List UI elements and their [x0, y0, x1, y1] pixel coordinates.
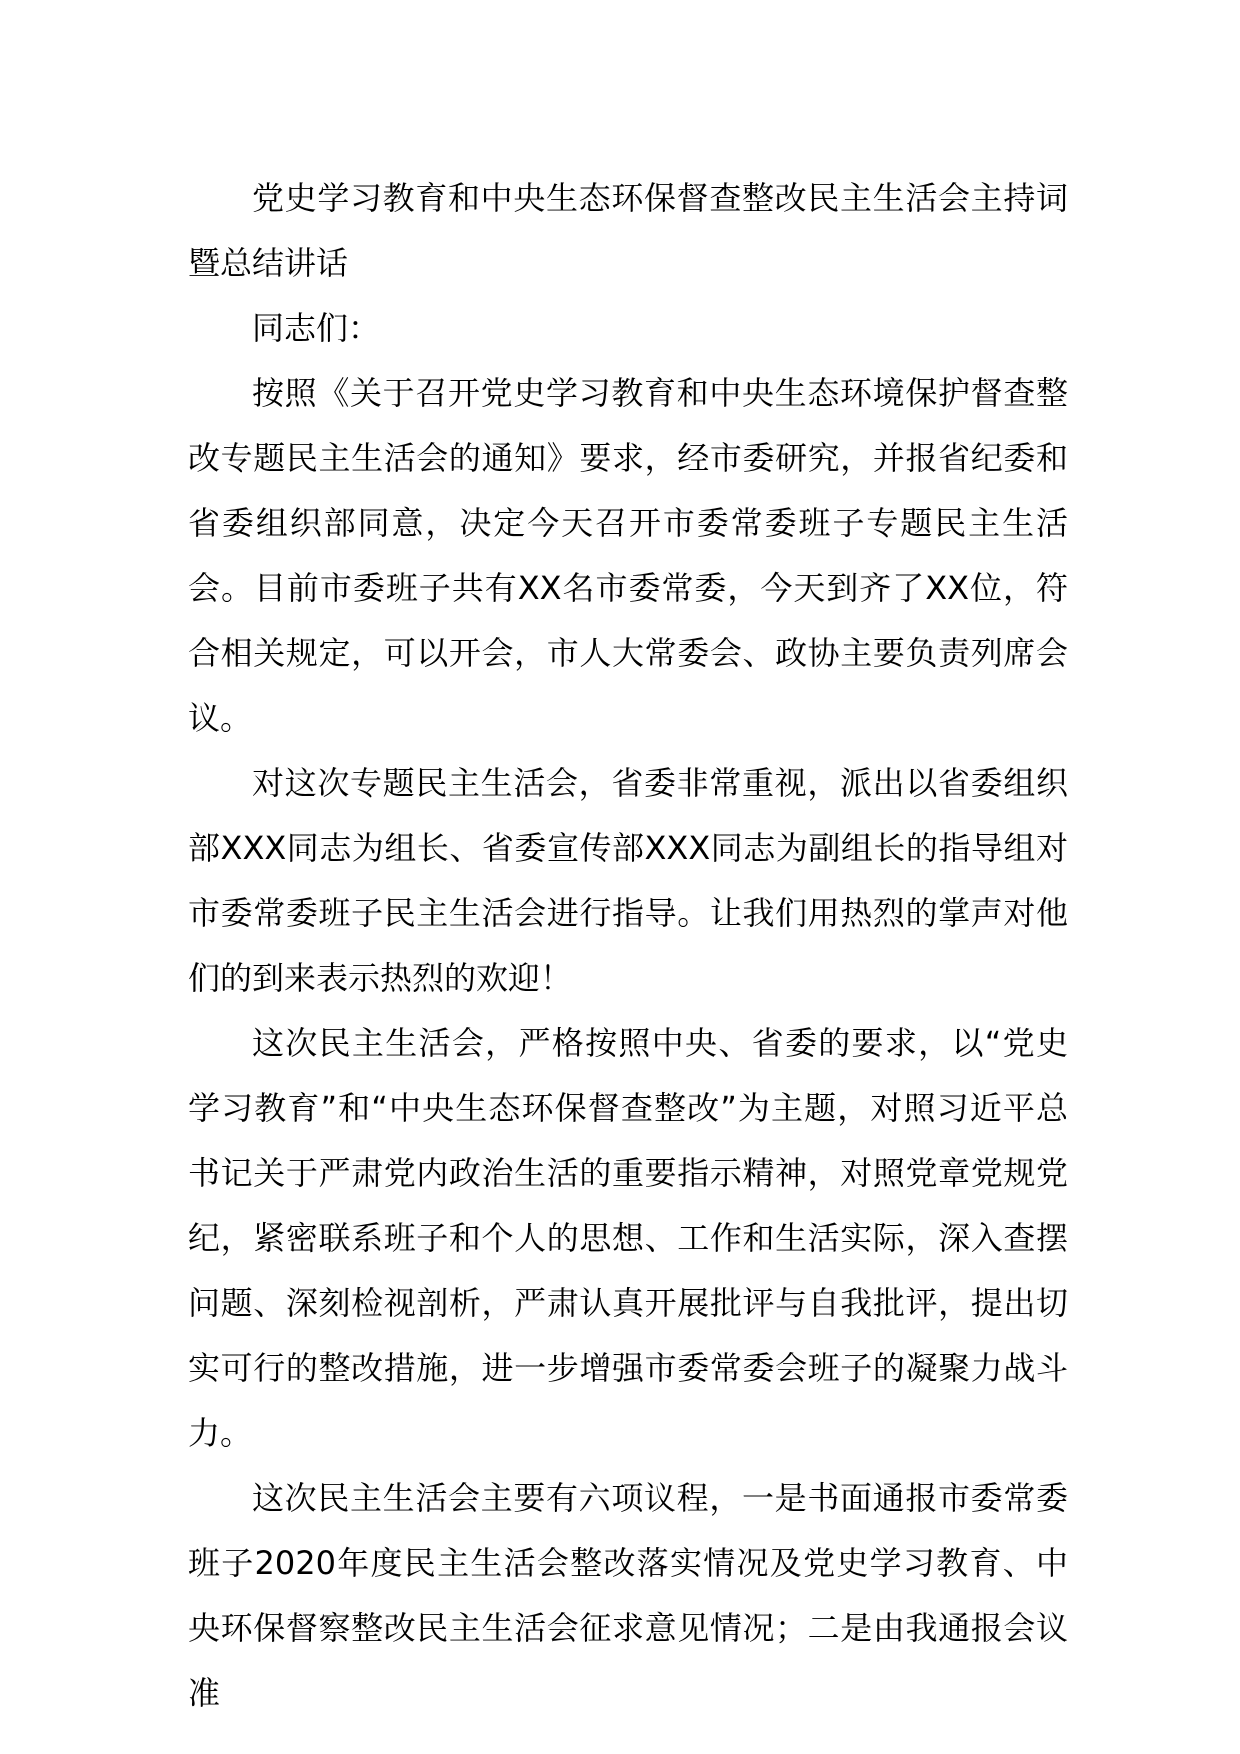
paragraph-meeting-notice: 按照《关于召开党史学习教育和中央生态环境保护督查整改专题民主生活会的通知》要求，经市委研究，并报省纪委和省委组织部同意，决定今天召开市委常委班子专题民主生活会。目前市委班子共有XX名市委常委，今天到齐了XX位，符合相关规定，可以开会，市人大常委会、政协主要负责列席会议。: [188, 374, 1068, 737]
paragraph-guidance-group: 对这次专题民主生活会，省委非常重视，派出以省委组织部XXX同志为组长、省委宣传部XXX同志为副组长的指导组对市委常委班子民主生活会进行指导。让我们用热烈的掌声对他们的到来表示热烈的欢迎！: [188, 764, 1068, 997]
document-body: [188, 166, 1068, 1726]
paragraph-meeting-theme: 这次民主生活会，严格按照中央、省委的要求，以“党史学习教育”和“中央生态环保督查整改”为主题，对照习近平总书记关于严肃党内政治生活的重要指示精神，对照党章党规党纪，紧密联系班子和个人的思想、工作和生活实际，深入查摆问题、深刻检视剖析，严肃认真开展批评与自我批评，提出切实可行的整改措施，进一步增强市委常委会班子的凝聚力战斗力。: [188, 1024, 1068, 1452]
salutation: 同志们：: [252, 309, 381, 347]
document-title: 党史学习教育和中央生态环保督查整改民主生活会主持词暨总结讲话: [188, 179, 1068, 282]
paragraph-agenda: 这次民主生活会主要有六项议程，一是书面通报市委常委班子2020年度民主生活会整改落实情况及党史学习教育、中央环保督察整改民主生活会征求意见情况；二是由我通报会议准: [188, 1479, 1068, 1712]
